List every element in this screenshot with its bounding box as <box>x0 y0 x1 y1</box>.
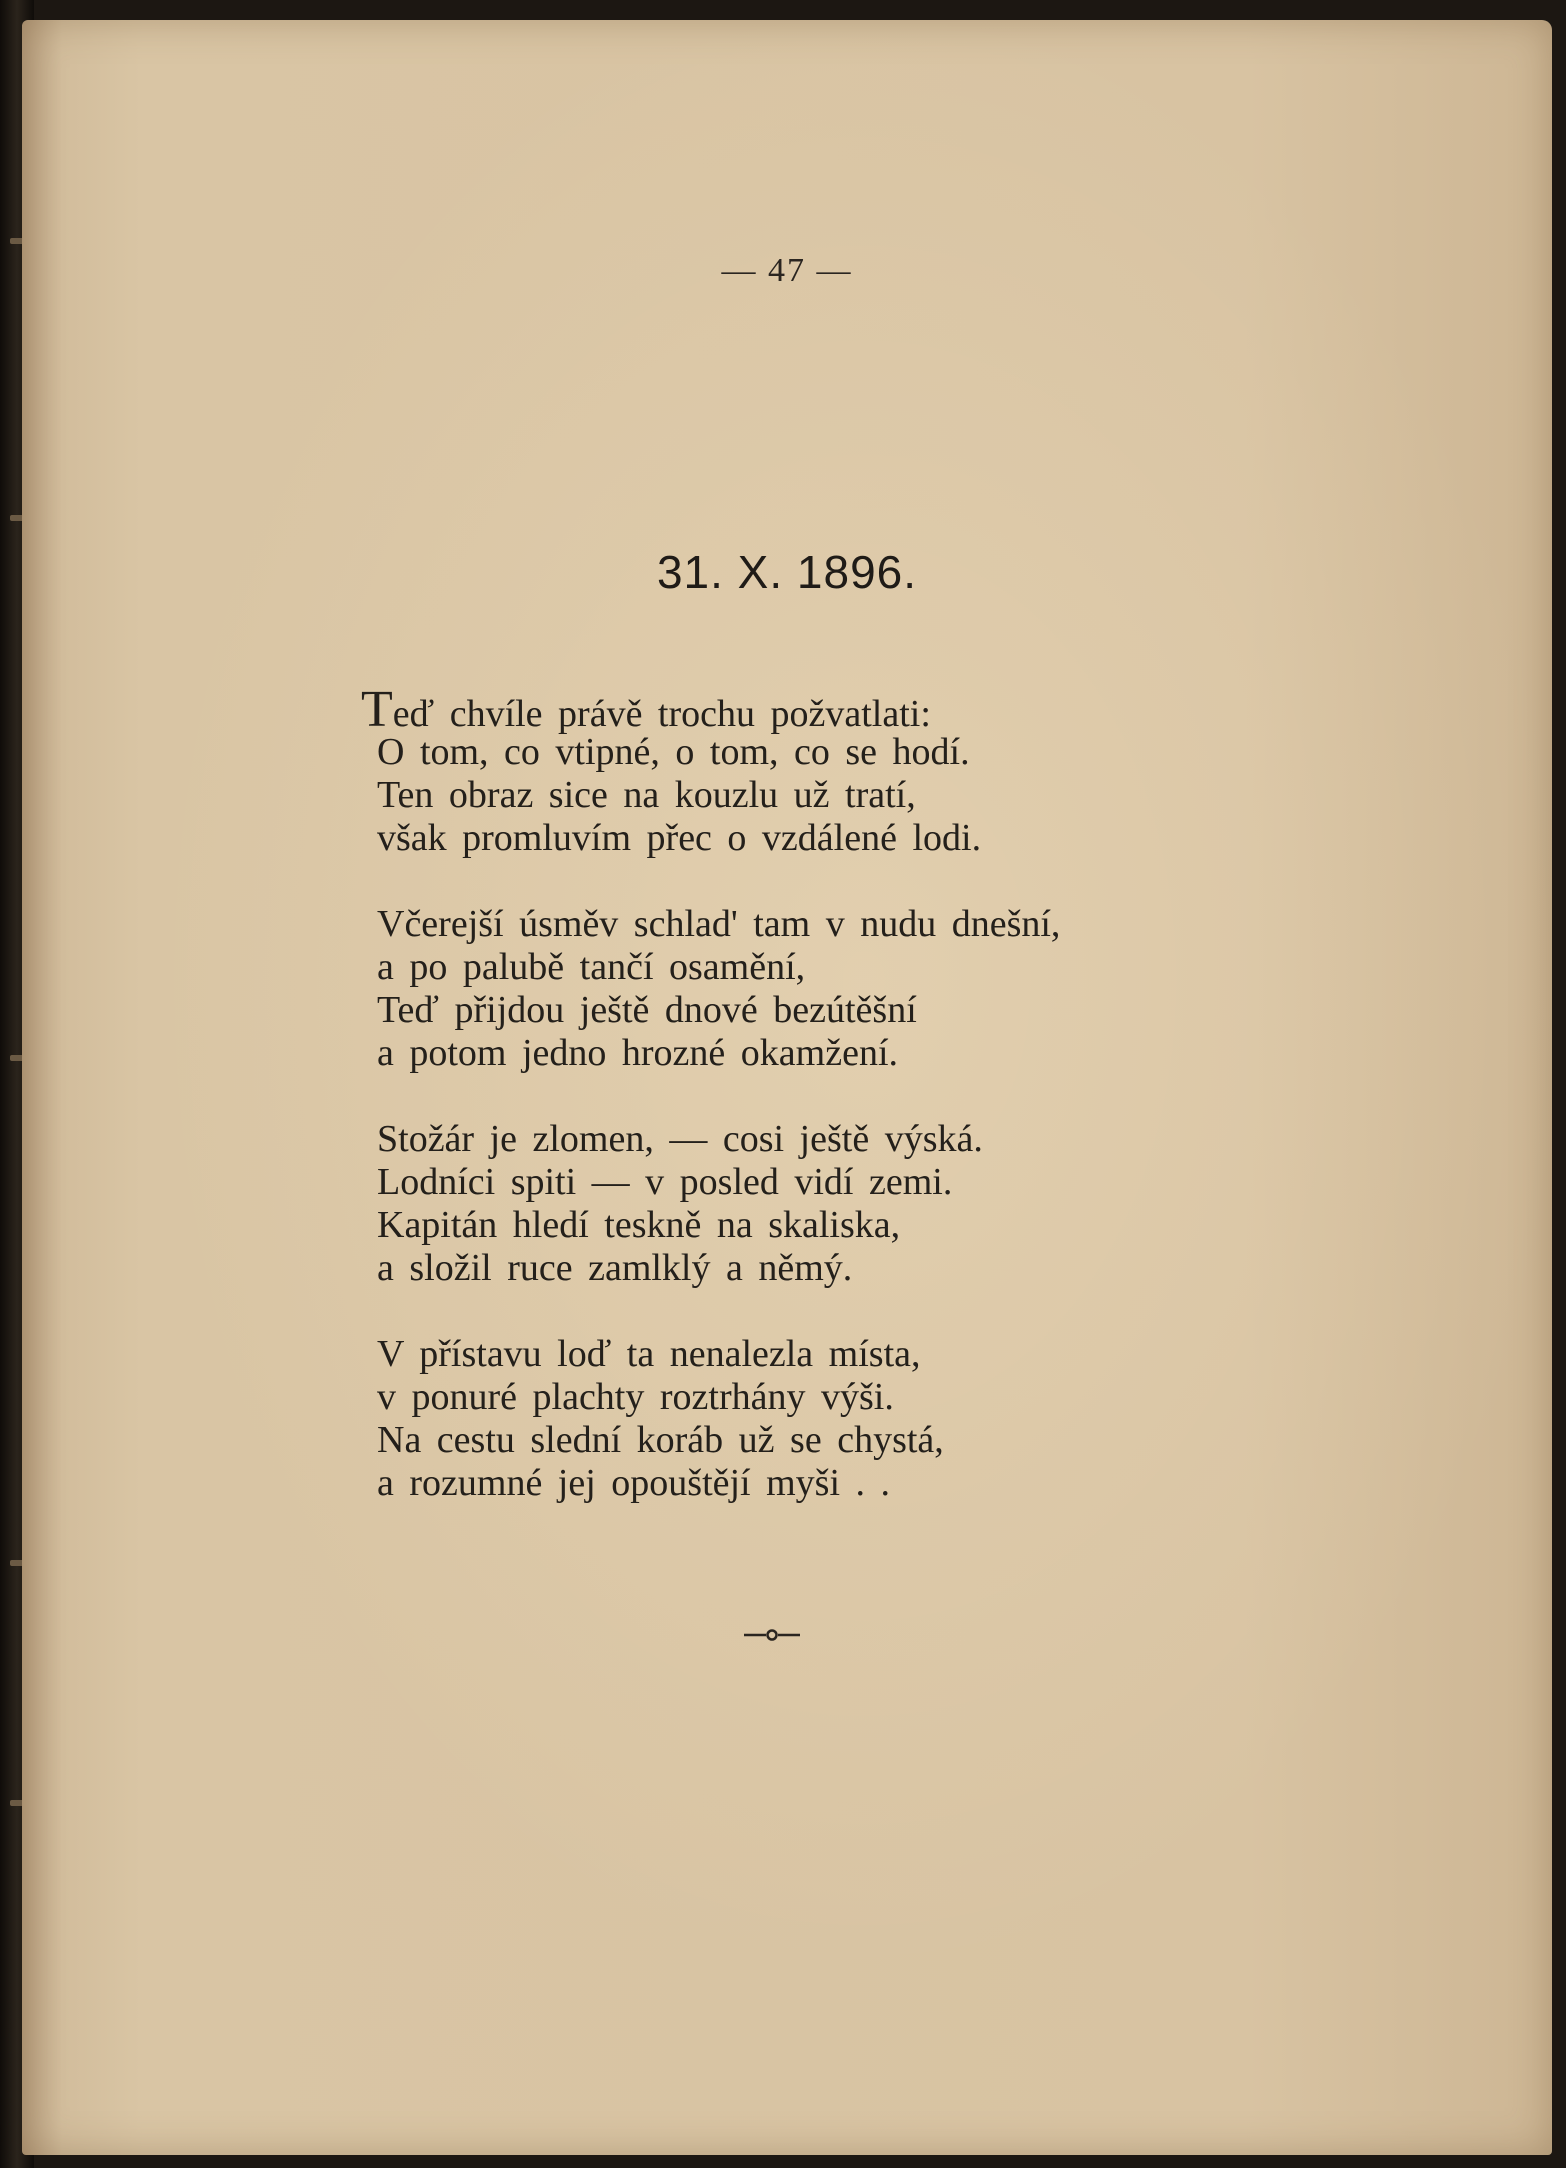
poem-line: Lodníci spiti — v posled vidí zemi. <box>377 1161 953 1203</box>
poem-line: Teď přijdou ještě dnové bezútěšní <box>377 989 917 1031</box>
book-page <box>22 20 1552 2155</box>
poem-line: v ponuré plachty roztrhány výši. <box>377 1376 894 1418</box>
poem-line: však promluvím přec o vzdálené lodi. <box>377 817 982 859</box>
drop-cap: T <box>361 681 393 738</box>
ornament-icon <box>742 1625 802 1645</box>
poem-line: V přístavu loď ta nenalezla místa, <box>377 1333 921 1375</box>
poem-line: Ten obraz sice na kouzlu už tratí, <box>377 774 916 816</box>
poem-line: Stožár je zlomen, — cosi ještě výská. <box>377 1118 983 1160</box>
first-line-rest: eď chvíle právě trochu požvatlati: <box>392 693 931 735</box>
poem-line: Včerejší úsměv schlad' tam v nudu dnešní, <box>377 903 1061 945</box>
stanza-4 <box>377 1333 1377 1505</box>
page-number: — 47 — <box>721 252 853 289</box>
poem-body <box>361 681 1377 1548</box>
poem-line: Kapitán hledí teskně na skaliska, <box>377 1204 901 1246</box>
poem-line: a po palubě tančí osamění, <box>377 946 806 988</box>
stanza-2 <box>377 903 1377 1075</box>
poem-line: a potom jedno hrozné okamžení. <box>377 1032 899 1074</box>
poem-line: a rozumné jej opouštějí myši . . <box>377 1462 891 1504</box>
poem-line: a složil ruce zamlklý a němý. <box>377 1247 853 1289</box>
poem-line: O tom, co vtipné, o tom, co se hodí. <box>377 731 970 773</box>
poem-line: Na cestu slední koráb už se chystá, <box>377 1419 944 1461</box>
poem-title: 31. X. 1896. <box>656 546 918 598</box>
stanza-3 <box>377 1118 1377 1290</box>
stanza-1 <box>361 681 1377 860</box>
poem-line-first <box>361 681 1377 738</box>
